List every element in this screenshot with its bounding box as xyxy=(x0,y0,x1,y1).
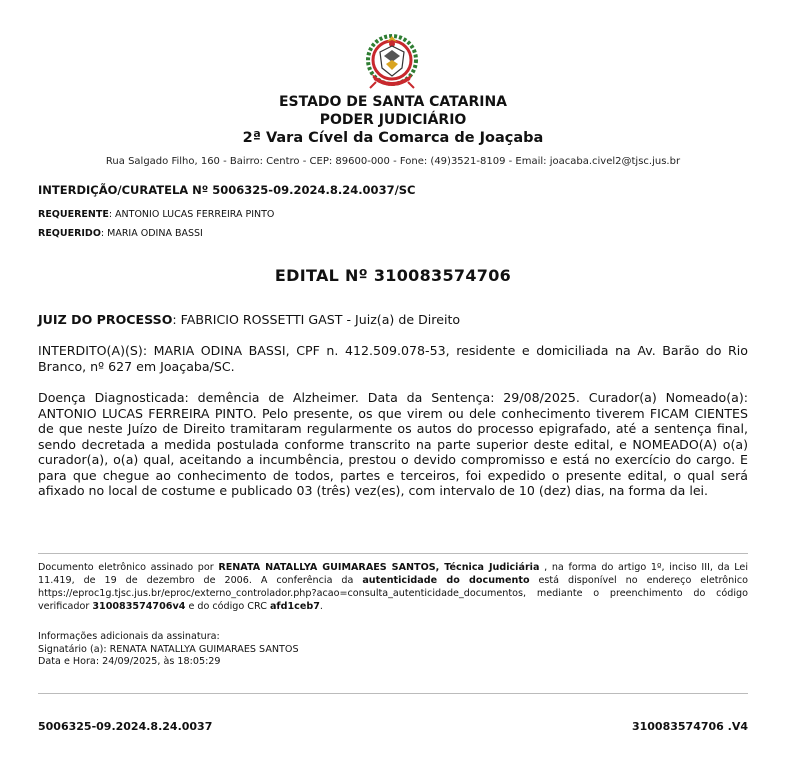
judge-label: JUIZ DO PROCESSO xyxy=(38,312,173,327)
info-title: Informações adicionais da assinatura: xyxy=(38,631,220,642)
requerente-label: REQUERENTE xyxy=(38,209,109,220)
coat-of-arms-logo xyxy=(362,30,422,94)
edital-title: EDITAL Nº 310083574706 xyxy=(274,266,512,285)
interditado-paragraph: INTERDITO(A)(S): MARIA ODINA BASSI, CPF n. 412.509.078-53, residente e domiciliada na Av. Barão do Rio Branco, nº 627 em Joaçaba/SC. xyxy=(38,343,748,374)
power-heading: PODER JUDICIÁRIO xyxy=(319,112,467,128)
judge-line xyxy=(38,312,748,328)
info-date: Data e Hora: 24/09/2025, às 18:05:29 xyxy=(38,656,221,667)
requerido-label: REQUERIDO xyxy=(38,228,101,239)
info-signer: Signatário (a): RENATA NATALLYA GUIMARAES SANTOS xyxy=(38,643,299,655)
requerente-value: : ANTONIO LUCAS FERREIRA PINTO xyxy=(108,209,275,220)
divider xyxy=(38,693,748,694)
sig-text-4: e do código CRC xyxy=(185,601,270,612)
sig-text-5: . xyxy=(319,601,323,612)
sig-auth: autenticidade do documento xyxy=(362,575,530,586)
signature-info xyxy=(38,631,299,669)
edital-body-paragraph: Doença Diagnosticada: demência de Alzheimer. Data da Sentença: 29/08/2025. Curador(a) Nomeado(a): ANTONIO LUCAS FERREIRA PINTO. Pelo presente, os que virem ou dele conhecimento tiverem FICAM CIENTES de que neste Juízo de Direito tramitaram regularmente os autos do processo epigrafado, até a sentença final, sendo decretada a medida postulada conforme transcrito na parte superior deste edital, e NOMEADO(A) o(a) curador(a), o(a) qual, aceitando a incumbência, prestou o devido compromisso e está no exercício do cargo. E para que chegue ao conhecimento de todos, partes e terceiros, foi expedido o presente edital, o qual será afixado no local de costume e publicado 03 (três) vez(es), com intervalo de 10 (dez) dias, na forma da lei. xyxy=(38,390,748,498)
court-heading: 2ª Vara Cível da Comarca de Joaçaba xyxy=(242,130,544,146)
sig-crc: afd1ceb7 xyxy=(269,601,320,612)
requerente-line xyxy=(38,209,274,220)
sig-signer: RENATA NATALLYA GUIMARAES SANTOS, Técnica Judiciária xyxy=(218,562,540,573)
state-heading: ESTADO DE SANTA CATARINA xyxy=(278,94,508,110)
requerido-value: : MARIA ODINA BASSI xyxy=(100,228,203,239)
sig-text-2: , na forma do artigo 1º, inciso III, da Lei 11.419, de 19 de dezembro de 2006. A conferência da xyxy=(38,562,748,586)
sig-text-3: está disponível no endereço eletrônico https://eproc1g.tjsc.jus.br/eproc/externo_controlador.php?acao=consulta_autenticidade_documentos, mediante o preenchimento do código verificador xyxy=(38,575,748,612)
requerido-line xyxy=(38,228,203,239)
judge-value: : FABRICIO ROSSETTI GAST - Juiz(a) de Direito xyxy=(172,312,461,327)
divider xyxy=(38,553,748,554)
process-title: INTERDIÇÃO/CURATELA Nº 5006325-09.2024.8.24.0037/SC xyxy=(38,183,416,197)
sig-text-1: Documento eletrônico assinado por xyxy=(38,562,219,573)
footer-document-code: 310083574706 .V4 xyxy=(631,720,748,733)
footer-process-number: 5006325-09.2024.8.24.0037 xyxy=(38,720,213,733)
court-address: Rua Salgado Filho, 160 - Bairro: Centro - CEP: 89600-000 - Fone: (49)3521-8109 - Email: joacaba.civel2@tjsc.jus.br xyxy=(105,156,681,167)
sig-code: 310083574706v4 xyxy=(92,601,186,612)
signature-block xyxy=(38,561,748,613)
